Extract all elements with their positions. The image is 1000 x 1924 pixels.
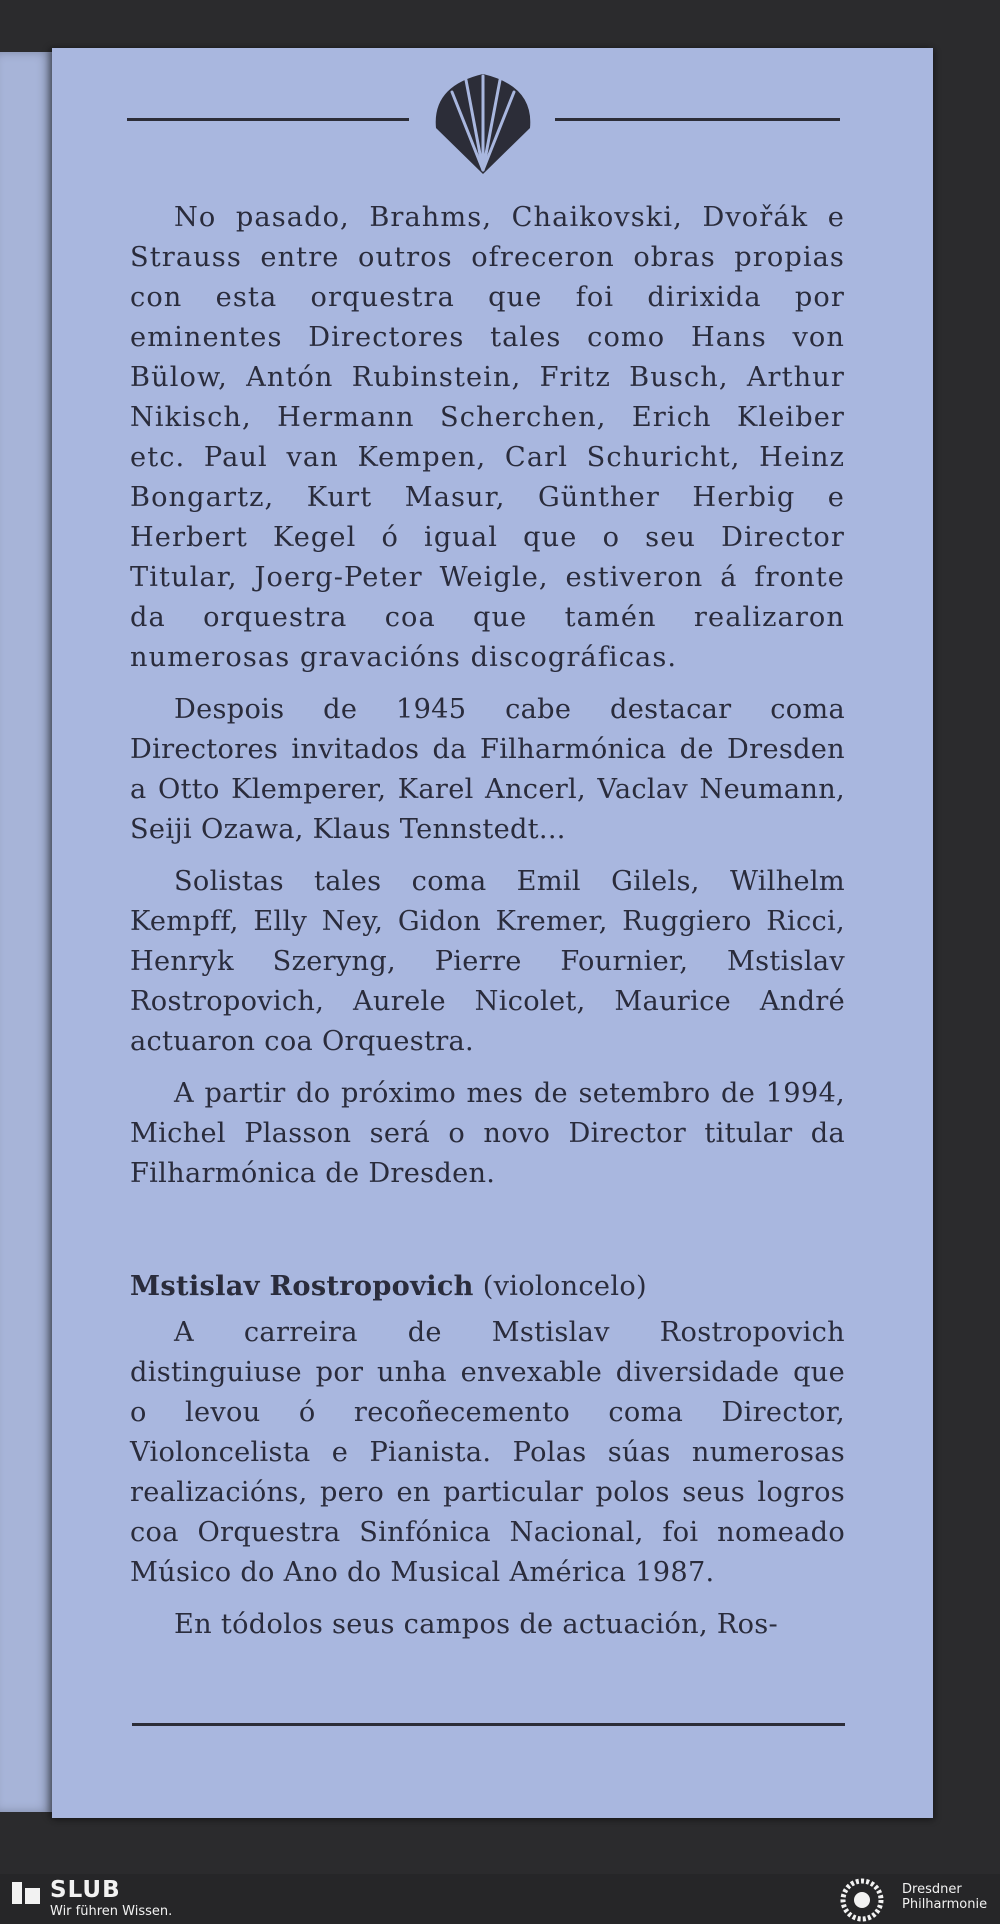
slub-tagline: Wir führen Wissen. [50,1904,173,1919]
section-heading [130,1266,845,1307]
dresdner-philharmonie-logo-text [902,1882,987,1912]
paragraph-new-director: A partir do próximo mes de setembro de 1994, Michel Plasson será o novo Director titular da Filharmónica de Dresden. [130,1078,845,1189]
paragraph-guest-conductors: Despois de 1945 cabe destacar coma Directores invitados da Filharmónica de Dresden a Otto Klemperer, Karel Ancerl, Vaclav Neumann, Seiji Ozawa, Klaus Tennstedt... [130,694,845,845]
header-rule-right [555,118,840,121]
slub-logo-icon [12,1882,40,1904]
body-text [130,198,845,1657]
footer-rule [132,1723,845,1726]
section-heading-name: Mstislav Rostropovich [130,1270,474,1302]
paragraph-rostropovich-career: A carreira de Mstislav Rostropovich distinguiuse por unha envexable diversidade que o levou ó recoñecemento coma Director, Violoncelista e Pianista. Polas súas numerosas realizacións, pero en particular polos seus logros coa Orquestra Sinfónica Nacional, foi nomeado Músico do Ano do Musical América 1987. [130,1317,845,1588]
paragraph-soloists: Solistas tales coma Emil Gilels, Wilhelm Kempff, Elly Ney, Gidon Kremer, Ruggiero Ricci, Henryk Szeryng, Pierre Fournier, Mstislav Rostropovich, Aurele Nicolet, Maurice André actuaron coa Orquestra. [130,866,845,1057]
header-rule-left [127,118,409,121]
dresdner-philharmonie-logo-icon [840,1878,884,1922]
section-heading-role: (violoncelo) [482,1271,647,1302]
paragraph-rostropovich-continued: En tódolos seus campos de actuación, Ros- [174,1609,779,1640]
partner-line-2: Philharmonie [902,1897,988,1912]
back-page-edge [0,52,52,1812]
paragraph-history: No pasado, Brahms, Chaikovski, Dvořák e Strauss entre outros ofreceron obras propias con esta orquestra que foi dirixida por eminentes Directores tales como Hans von Bülow, Antón Rubinstein, Fritz Busch, Arthur Nikisch, Hermann Scherchen, Erich Kleiber etc. Paul van Kempen, Carl Schuricht, Heinz Bongartz, Kurt Masur, Günther Herbig e Herbert Kegel ó igual que o seu Director Titular, Joerg-Peter Weigle, estiveron á fronte da orquestra coa que tamén realizaron numerosas gravacións discográficas. [130,202,845,673]
document-page [52,48,933,1818]
slub-logo-name: SLUB [50,1877,121,1903]
viewer-footer-bar [0,1874,1000,1924]
partner-line-1: Dresdner [902,1882,962,1897]
shell-ornament-icon [430,66,536,176]
